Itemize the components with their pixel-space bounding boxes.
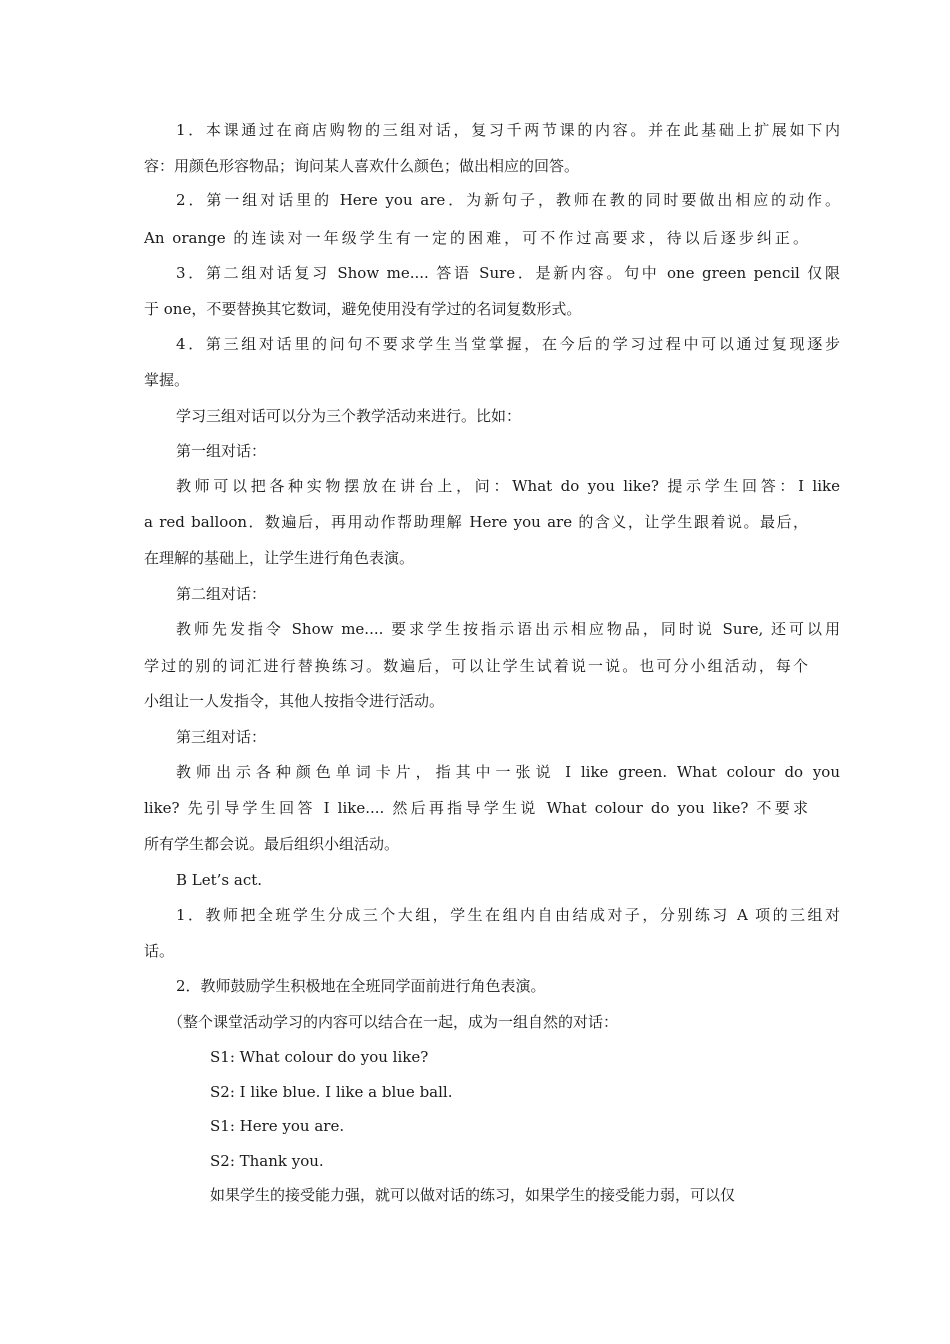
- text-line: 学过的别的词汇进行替换练习。数遍后，可以让学生试着说一说。也可分小组活动，每个: [144, 657, 808, 675]
- dialogue-line: S2: I like blue. I like a blue ball.: [210, 1083, 453, 1101]
- text-line: 在理解的基础上，让学生进行角色表演。: [144, 549, 415, 567]
- text-line: 如果学生的接受能力强，就可以做对话的练习，如果学生的接受能力弱，可以仅: [210, 1186, 736, 1204]
- dialogue-line: S1: Here you are.: [210, 1117, 345, 1135]
- text-line: like? 先引导学生回答 I like.... 然后再指导学生说 What colour do you like? 不要求: [144, 799, 808, 817]
- text-line: 学习三组对话可以分为三个教学活动来进行。比如：: [176, 407, 522, 425]
- text-line: 容：用颜色形容物品；询问某人喜欢什么颜色；做出相应的回答。: [144, 157, 580, 175]
- text-line: An orange 的连读对一年级学生有一定的困难，可不作过高要求，待以后逐步纠正。: [144, 229, 808, 247]
- dialogue-line: S1: What colour do you like?: [210, 1048, 429, 1066]
- text-line: 掌握。: [144, 371, 190, 389]
- text-line: 教师可以把各种实物摆放在讲台上，问：What do you like? 提示学生回答：I like: [176, 477, 840, 495]
- text-line: 话。: [144, 942, 175, 960]
- section-heading: 第一组对话：: [176, 442, 267, 460]
- text-line: 2．第一组对话里的 Here you are．为新句子，教师在教的同时要做出相应的动作。: [176, 191, 840, 209]
- text-line: 4．第三组对话里的问句不要求学生当堂掌握，在今后的学习过程中可以通过复现逐步: [176, 335, 840, 353]
- section-heading: B Let’s act.: [176, 871, 263, 889]
- text-line: 所有学生都会说。最后组织小组活动。: [144, 835, 400, 853]
- dialogue-line: S2: Thank you.: [210, 1152, 324, 1170]
- text-line: a red balloon．数遍后，再用动作帮助理解 Here you are 的含义，让学生跟着说。最后，: [144, 513, 808, 531]
- text-line: 1．本课通过在商店购物的三组对话，复习千两节课的内容。并在此基础上扩展如下内: [176, 121, 840, 139]
- section-heading: 第三组对话：: [176, 728, 267, 746]
- section-heading: 第二组对话：: [176, 585, 267, 603]
- text-line: 1．教师把全班学生分成三个大组，学生在组内自由结成对子，分别练习 A 项的三组对: [176, 906, 840, 924]
- text-line: 于 one，不要替换其它数词，避免使用没有学过的名词复数形式。: [144, 300, 582, 318]
- text-line: 教师先发指令 Show me.... 要求学生按指示语出示相应物品，同时说 Sure, 还可以用: [176, 620, 840, 638]
- text-line: 小组让一人发指令，其他人按指令进行活动。: [144, 692, 445, 710]
- text-line: （整个课堂活动学习的内容可以结合在一起，成为一组自然的对话：: [168, 1013, 619, 1031]
- text-line: 2．教师鼓励学生积极地在全班同学面前进行角色表演。: [176, 977, 546, 995]
- text-line: 3．第二组对话复习 Show me.... 答语 Sure．是新内容。句中 one green pencil 仅限: [176, 264, 840, 282]
- text-line: 教师出示各种颜色单词卡片，指其中一张说 I like green. What colour do you: [176, 763, 840, 781]
